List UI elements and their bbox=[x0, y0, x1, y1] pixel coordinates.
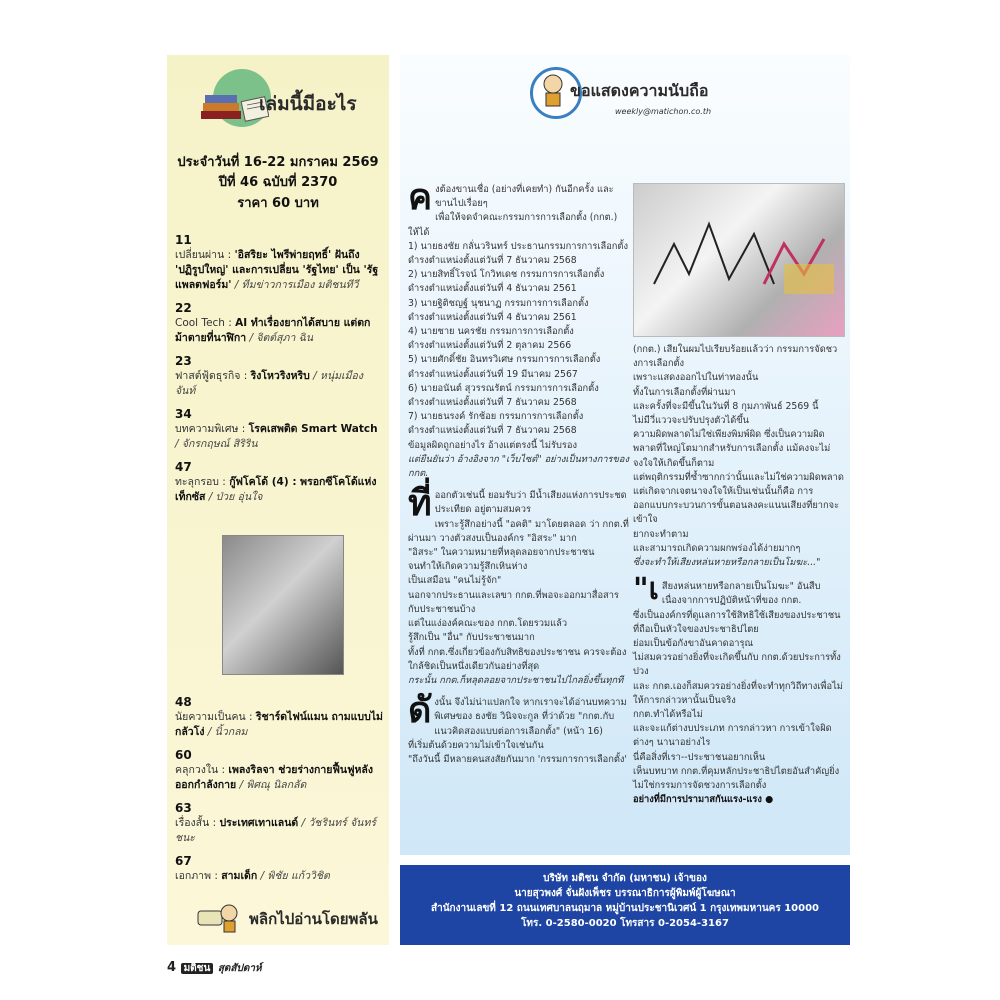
toc-headline: ริชาร์ดไฟน์แมน ถามแบบไม่กลัวโง่ bbox=[175, 711, 383, 738]
letter-line: ดำรงตำแหน่งตั้งแต่วันที่ 7 ธันวาคม 2568 bbox=[408, 425, 577, 437]
publisher-line: นายสุวพงศ์ จั่นฝังเพ็ชร บรรณาธิการผู้พิมพ์ผู้โฆษณา bbox=[514, 888, 736, 899]
letter-line: เพราะแสดงออกไปในท่าทองนั้น bbox=[633, 372, 759, 384]
letter-line: ออกตัวเช่นนี้ ยอมรับว่า มีน้ำเสียงแห่งการประชดประเทียด อยู่ตามสมควร bbox=[434, 490, 627, 516]
issue-price: ราคา 60 บาท bbox=[237, 196, 319, 211]
letter-email[interactable]: weekly@matichon.co.th bbox=[615, 107, 712, 116]
toc-category: นัยความเป็นคน : bbox=[175, 711, 256, 723]
letter-line: ที่เริ่มต้นด้วยความไม่เข้าใจเช่นกัน bbox=[408, 739, 544, 751]
letter-line: รู้สึกเป็น "อื่น" กับประชาชนมาก bbox=[408, 632, 535, 644]
letter-line: เป็นเสมือน "คนไม่รู้จัก" bbox=[408, 575, 502, 587]
toc-page-number: 23 bbox=[175, 354, 192, 368]
toc-page-number: 67 bbox=[175, 854, 192, 868]
letter-line: ซึ่งจะทำให้เสียงหล่นหายหรือกลายเป็นโมฆะ..." bbox=[633, 557, 821, 569]
toc-category: Cool Tech : bbox=[175, 317, 236, 329]
letter-line: เห็นบทบาท กกต.ที่คุมหลักประชาธิปไตยอันสำคัญยิ่ง ไม่ใช่กรรมการจัดชวงการเลือกตั้ง bbox=[633, 765, 840, 792]
toc-page-number: 22 bbox=[175, 301, 192, 315]
letter-line: ไม่มีวี่แววจะปรับปรุงตัวได้ขึ้น bbox=[633, 415, 749, 427]
toc-author: / นิ้วกลม bbox=[204, 726, 248, 738]
letter-line: สียงหล่นหายหรือกลายเป็นโมฆะ" อันสืบเนื่องจากการปฏิบัติหน้าที่ของ กกต. bbox=[661, 581, 821, 607]
toc-headline: 'อิสริยะ ไพรีพ่ายฤทธิ์' ฝันถึง 'ปฏิรูปใหญ่' และการเปลี่ยน 'รัฐไทย' เป็น 'รัฐแพลตฟอร์ม' bbox=[175, 249, 379, 291]
letter-line: และจะแก้ต่างบประเภท การกล่าวหา การเข้าใจผิดต่างๆ นานาอย่างไร bbox=[633, 723, 832, 749]
page-footer bbox=[167, 960, 262, 976]
letter-line: ดำรงตำแหน่งตั้งแต่วันที่ 7 ธันวาคม 2568 bbox=[408, 255, 577, 267]
toc-category: ทะลุกรอบ : bbox=[175, 476, 230, 488]
toc-page-number: 60 bbox=[175, 748, 192, 762]
letter-text-left bbox=[408, 177, 630, 767]
letter-column bbox=[400, 55, 850, 855]
flip-section[interactable] bbox=[197, 903, 387, 933]
toc-category: บทความพิเศษ : bbox=[175, 423, 249, 435]
toc-item[interactable] bbox=[175, 854, 383, 884]
letter-line: 5) นายศักดิ์ชัย อินทรวิเศษ กรรมการการเลือกตั้ง bbox=[408, 354, 601, 366]
letter-line: 1) นายธงชัย กลั่นวรินทร์ ประธานกรรมการการเลือกตั้ง bbox=[408, 240, 629, 252]
toc-item[interactable] bbox=[175, 695, 383, 740]
letter-header bbox=[530, 67, 730, 127]
letter-signoff: อย่างที่มีการปรามาสกันแรง-แรง ● bbox=[633, 794, 774, 806]
letter-line: และ กกต.เองก็สมควรอย่างยิ่งที่จะทำทุกวิถีทางเพื่อไม่ให้การกล่าวหานั้นเป็นจริง bbox=[633, 680, 843, 706]
toc-item[interactable] bbox=[175, 354, 383, 399]
toc-page-number: 34 bbox=[175, 407, 192, 421]
letter-line: แต่เกิดจากเจตนาจงใจให้เป็นเช่นนั้นก็คือ การออกแบบกระบวนการขั้นตอนลงคะแนนเสียงที่ยากจะเข้าใจ bbox=[633, 486, 840, 526]
toc-item[interactable] bbox=[175, 301, 383, 346]
drop-cap: ดั bbox=[408, 690, 432, 732]
toc-author: / จักรกฤษณ์ สิริริน bbox=[175, 438, 258, 450]
letter-line: 3) นายฐิติชญฐ์ นุชนาฏ กรรมการการเลือกตั้ง bbox=[408, 297, 589, 309]
letter-line: ทั้งที่ กกต.ซึ่งเกี่ยวข้องกับสิทธิของประชาชน ควรจะต้องใกล้ชิดเป็นหนึ่งเดียวกันอย่างที่สุด bbox=[408, 646, 627, 672]
letter-line: จนทำให้เกิดความรู้สึกเหินห่าง bbox=[408, 561, 528, 573]
letter-line: งนั้น จึงไม่น่าแปลกใจ หากเราจะได้อ่านบทความพิเศษของ ธงชัย วินิจจะกูล ที่ว่าด้วย "กกต.กับแนวคิดสองแบบต่อการเลือกตั้ง" (หน้า 16) bbox=[434, 697, 627, 737]
letter-line: 2) นายสิทธิ์โรจน์ โกวิทเดช กรรมการการเลือกตั้ง bbox=[408, 269, 605, 281]
toc-list bbox=[175, 233, 383, 513]
toc-page-number: 47 bbox=[175, 460, 192, 474]
toc-author: / วัชรินทร์ จันทร์ชนะ bbox=[175, 817, 377, 844]
toc-author: / พิศณุ นิลกลัด bbox=[236, 779, 307, 791]
flip-label: พลิกไปอ่านโดยพลัน bbox=[249, 910, 378, 928]
issue-date: ประจำวันที่ 16-22 มกราคม 2569 bbox=[177, 155, 379, 170]
toc-headline: โรคเสพติด Smart Watch bbox=[248, 423, 378, 435]
toc-header bbox=[197, 67, 387, 137]
mascot-icon bbox=[533, 70, 573, 110]
toc-author: / ป่วย อุ่นใจ bbox=[205, 491, 263, 503]
toc-category: คลุกวงใน : bbox=[175, 764, 229, 776]
letter-line: ดำรงตำแหน่งตั้งแต่วันที่ 19 มีนาคม 2567 bbox=[408, 368, 578, 380]
quote-cap: "เ bbox=[633, 572, 659, 608]
letter-text-right bbox=[633, 343, 845, 808]
letter-line: แต่ในแง่องค์คณะของ กกต.โดยรวมแล้ว bbox=[408, 618, 568, 630]
letter-line: 4) นายชาย นครชัย กรรมการการเลือกตั้ง bbox=[408, 326, 574, 338]
toc-page-number: 63 bbox=[175, 801, 192, 815]
letter-line: แต่ยืนยันว่า อ้างอิงจาก "เว็บไซต์" อย่างเป็นทางการของ กกต. bbox=[408, 453, 630, 480]
letter-line: กกต.ทำได้หรือไม่ bbox=[633, 709, 703, 721]
letter-line: ไม่สมควรอย่างยิ่งที่จะเกิดขึ้นกับ กกต.ด้วยประการทั้งปวง bbox=[633, 652, 841, 678]
letter-line: "อิสระ" ในความหมายที่หลุดลอยจากประชาชน bbox=[408, 547, 595, 559]
toc-headline: AI ทำเรื่องยากได้สบาย แต่ตกม้าตายที่นาฬิกา bbox=[175, 317, 371, 344]
publisher-line: สำนักงานเลขที่ 12 ถนนเทศบาลนฤมาล หมู่บ้านประชานิเวศน์ 1 กรุงเทพมหานคร 10000 bbox=[430, 903, 819, 914]
letter-line: ทั้งในการเลือกตั้งที่ผ่านมา bbox=[633, 386, 736, 398]
feynman-photo bbox=[222, 535, 344, 675]
letter-line: และครั้งที่จะมีขึ้นในวันที่ 8 กุมภาพันธ์ 2569 นี้ bbox=[633, 400, 819, 412]
toc-headline: สามเด็ก bbox=[221, 870, 258, 882]
toc-item[interactable] bbox=[175, 233, 383, 293]
letter-line: ดำรงตำแหน่งตั้งแต่วันที่ 4 ธันวาคม 2561 bbox=[408, 283, 577, 295]
letter-line: เพราะรู้สึกอย่างนี้ "อคติ" มาโดยตลอด ว่า กกต.ที่ผ่านมา วางตัวสงบเป็นองค์กร "อิสระ" มาก bbox=[408, 518, 629, 544]
letter-line: แต่พฤติกรรมที่ซ้ำซากกว่านั้นและไม่ใช่ความผิดพลาด bbox=[633, 471, 844, 483]
toc-page-number: 48 bbox=[175, 695, 192, 709]
toc-item[interactable] bbox=[175, 407, 383, 452]
toc-title: เล่มนี้มีอะไร bbox=[259, 93, 357, 115]
letter-line: เพื่อให้จดจำคณะกรรมการการเลือกตั้ง (กกต.) ให้ได้ bbox=[408, 212, 618, 238]
letter-line: กระนั้น กกต.ก็หลุดลอยจากประชาชนไปไกลยิ่งขึ้นทุกที bbox=[408, 674, 624, 686]
letter-line: นอกจากประธานและเลขา กกต.ที่พอจะออกมาสื่อสารกับประชาชนบ้าง bbox=[408, 589, 619, 615]
letter-paragraph: งต้องขานเชื่อ (อย่างที่เคยทำ) กันอีกครั้ง และขานไปเรื่อยๆ bbox=[435, 184, 614, 210]
toc-headline: เพลงริลจา ช่วยร่างกายฟื้นฟูหลังออกกำลังกาย bbox=[175, 764, 373, 791]
magazine-weekly: สุดสัปดาห์ bbox=[217, 963, 262, 974]
toc-item[interactable] bbox=[175, 460, 383, 505]
letter-title: ขอแสดงความนับถือ bbox=[570, 81, 709, 100]
toc-category: ฟาสต์ฟู้ดธุรกิจ : bbox=[175, 370, 251, 382]
toc-headline: กู๊ฟโคโด้ (4) : พรอกซีโคโด้แห่งเท็กซัส bbox=[175, 476, 377, 503]
letter-line: (กกต.) เสียในผมไปเรียบร้อยแล้วว่า กรรมการจัดชวงการเลือกตั้ง bbox=[633, 344, 838, 370]
letter-line: ดำรงตำแหน่งตั้งแต่วันที่ 2 ตุลาคม 2566 bbox=[408, 340, 572, 352]
toc-column bbox=[167, 55, 389, 945]
issue-year: ปีที่ 46 ฉบับที่ 2370 bbox=[218, 175, 338, 190]
toc-author: / จิตต์สุภา ฉิน bbox=[246, 332, 314, 344]
letter-artwork bbox=[633, 183, 845, 337]
letter-line: ข้อมูลผิดถูกอย่างไร อ้างแต่ตรงนี้ ไม่รับรอง bbox=[408, 439, 577, 451]
toc-item[interactable] bbox=[175, 801, 383, 846]
page-number: 4 bbox=[167, 960, 177, 975]
letter-line: "ถึงวันนี้ มีหลายคนสงสัยกันมาก 'กรรมการการเลือกตั้ง' bbox=[408, 753, 627, 765]
publisher-box bbox=[400, 865, 850, 945]
toc-author: / ทีมข่าวการเมือง มติชนทีวี bbox=[231, 279, 359, 291]
cartoon-character-icon bbox=[197, 903, 241, 933]
drop-cap: ที่ bbox=[408, 483, 432, 525]
toc-headline: ริงโหวริงหริบ bbox=[250, 370, 310, 382]
toc-category: เปลี่ยนผ่าน : bbox=[175, 249, 235, 261]
letter-line: ดำรงตำแหน่งตั้งแต่วันที่ 4 ธันวาคม 2561 bbox=[408, 311, 577, 323]
toc-list-2 bbox=[175, 695, 383, 892]
letter-line: 7) นายธนรงค์ รักช้อย กรรมการการเลือกตั้ง bbox=[408, 411, 584, 423]
toc-headline: ประเทศเทาแลนด์ bbox=[219, 817, 299, 829]
letter-line: ซึ่งเป็นองค์กรที่ดูแลการใช้สิทธิใช้เสียงของประชาชนที่ถือเป็นหัวใจของประชาธิปไตย bbox=[633, 609, 841, 635]
toc-category: เรื่องสั้น : bbox=[175, 817, 220, 829]
toc-item[interactable] bbox=[175, 748, 383, 793]
letter-line: 6) นายอนันต์ สุวรรณรัตน์ กรรมการการเลือกตั้ง bbox=[408, 382, 599, 394]
toc-page-number: 11 bbox=[175, 233, 192, 247]
letter-line: ย่อมเป็นข้อกังขาอันคาดอารุณ bbox=[633, 638, 754, 650]
letter-line: ความผิดพลาดไม่ใช่เพียงพิมพ์ผิด ซึ่งเป็นความผิดพลาดที่ใหญ่โตมากสำหรับการเลือกตั้ง แม้คงจะไม่จงใจให้เกิดขึ้นก็ตาม bbox=[633, 429, 831, 469]
letter-line: ดำรงตำแหน่งตั้งแต่วันที่ 7 ธันวาคม 2568 bbox=[408, 397, 577, 409]
publisher-line: โทร. 0-2580-0020 โทรสาร 0-2054-3167 bbox=[521, 918, 729, 929]
toc-author: / หนุ่มเมืองจันท์ bbox=[175, 370, 363, 397]
publisher-line: บริษัท มติชน จำกัด (มหาชน) เจ้าของ bbox=[543, 873, 707, 884]
toc-author: / พิชัย แก้ววิชิต bbox=[257, 870, 330, 882]
letter-line: นี่คือสิ่งที่เรา--ประชาชนอยากเห็น bbox=[633, 751, 766, 763]
letter-line: และสามารถเกิดความผกพร่องได้ง่ายมากๆ bbox=[633, 542, 801, 554]
toc-category: เอกภาพ : bbox=[175, 870, 222, 882]
magazine-logo: มติชน bbox=[181, 963, 214, 974]
letter-line: ยากจะทำตาม bbox=[633, 528, 689, 540]
drop-cap: ค bbox=[408, 177, 433, 218]
